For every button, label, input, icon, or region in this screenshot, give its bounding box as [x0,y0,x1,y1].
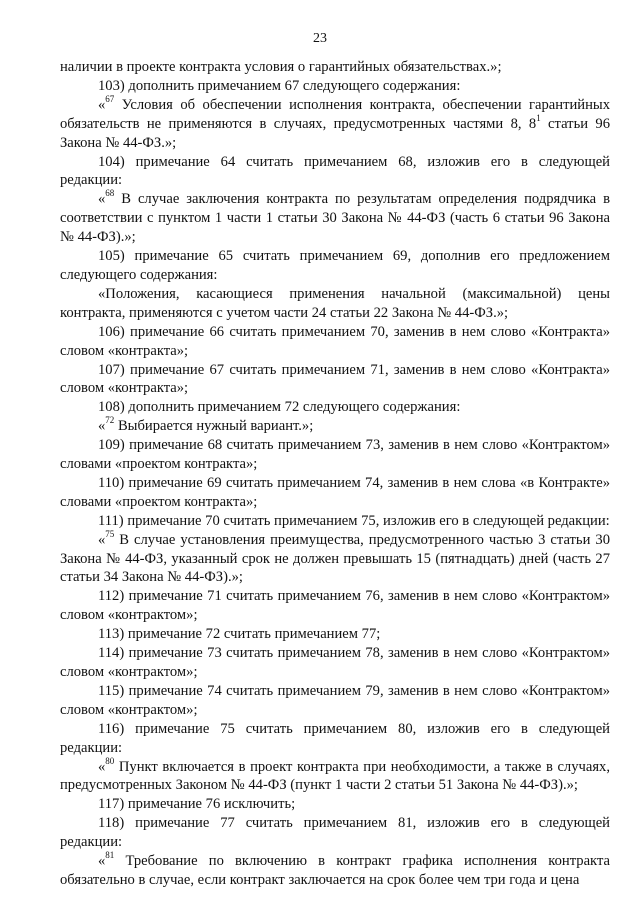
paragraph-text: 108) дополнить примечанием 72 следующего содержания: [98,399,461,416]
paragraph [60,682,610,720]
footnote-marker: 1 [536,112,541,123]
footnote-marker: 72 [105,415,115,426]
paragraph-text: Требование по включению в контракт графика исполнения контракта обязательно в случае, если контракт заключается на срок более чем три года и цена [60,853,610,888]
paragraph [60,852,610,890]
paragraph [60,528,610,588]
paragraph [60,417,610,436]
paragraph-text: 103) дополнить примечанием 67 следующего содержания: [98,77,461,94]
paragraph [60,644,610,682]
footnote-marker: 68 [105,188,115,199]
paragraph-text: 118) примечание 77 считать примечанием 81, изложив его в следующей редакции: [60,815,610,851]
paragraph-text: 112) примечание 71 считать примечанием 76, заменив в нем слово «Контрактом» словом «контрактом»; [60,588,610,624]
paragraph-text: 115) примечание 74 считать примечанием 79, заменив в нем слово «Контрактом» словом «контрактом»; [60,682,610,718]
paragraph-text: 107) примечание 67 считать примечанием 71, заменив в нем слово «Контракта» словом «контракта»; [60,361,610,397]
paragraph-text: 114) примечание 73 считать примечанием 78, заменив в нем слово «Контрактом» словом «контрактом»; [60,645,610,680]
paragraph [60,361,610,399]
footnote-marker: 80 [105,755,115,766]
paragraph [60,323,610,361]
paragraph-text: 117) примечание 76 исключить; [98,796,296,813]
paragraph [60,814,610,852]
paragraph [60,153,610,191]
paragraph-text: « [98,531,106,548]
paragraph-text: « [98,758,106,775]
paragraph [60,755,610,796]
paragraph [60,190,610,247]
page-number: 23 [313,31,327,46]
paragraph [60,58,610,77]
paragraph-text: 106) примечание 66 считать примечанием 70, заменив в нем слово «Контракта» словом «контракта»; [60,323,610,359]
paragraph [60,512,610,531]
paragraph-text: В случае установления преимущества, предусмотренного частью 3 статьи 30 Закона № 44-ФЗ, указанный срок не должен превышать 15 (пятнадцать) дней (часть 27 статьи 34 Закона № 44-ФЗ).»; [60,531,610,586]
document-body [60,58,610,890]
paragraph-text: « [98,418,106,435]
paragraph [60,398,610,417]
paragraph-text: « [98,191,106,208]
paragraph [60,285,610,323]
paragraph-text: статьи 96 Закона № 44-ФЗ.»; [60,115,610,151]
paragraph-text: наличии в проекте контракта условия о гарантийных обязательствах.»; [60,59,502,75]
paragraph-text: Пункт включается в проект контракта при необходимости, а также в случаях, предусмотренных Законом № 44-ФЗ (пункт 1 части 2 статьи 51 Закона № 44-ФЗ).»; [60,758,610,794]
paragraph-text: 104) примечание 64 считать примечанием 68, изложив его в следующей редакции: [60,153,610,189]
paragraph [60,720,610,758]
paragraph [60,436,610,474]
paragraph [60,625,610,644]
paragraph [60,77,610,96]
paragraph [60,474,610,512]
paragraph-text: 111) примечание 70 считать примечанием 75, изложив его в следующей редакции: [98,512,610,529]
paragraph-text: 113) примечание 72 считать примечанием 77; [98,626,381,643]
paragraph-text: 109) примечание 68 считать примечанием 73, заменив в нем слово «Контрактом» словами «проектом контракта»; [60,437,610,473]
paragraph-text: В случае заключения контракта по результатам определения подрядчика в соответствии с пунктом 1 части 1 статьи 30 Закона № 44-ФЗ (часть 6 статьи 96 Закона № 44-ФЗ).»; [60,191,610,246]
paragraph-text: «Положения, касающиеся применения начальной (максимальной) цены контракта, применяются с учетом части 24 статьи 22 Закона № 44-ФЗ.»; [60,285,610,321]
paragraph-text: 110) примечание 69 считать примечанием 74, заменив в нем слова «в Контракте» словами «проектом контракта»; [60,474,610,510]
footnote-marker: 67 [105,93,115,104]
paragraph-text: Условия об обеспечении исполнения контракта, обеспечении гарантийных обязательств не применяются в случаях, предусмотренных частями 8, 8 [60,96,610,132]
footnote-marker: 75 [105,528,115,539]
paragraph-text: « [98,96,106,113]
paragraph-text: 116) примечание 75 считать примечанием 80, изложив его в следующей редакции: [60,720,610,756]
footnote-marker: 81 [105,850,115,861]
paragraph [60,795,610,814]
paragraph [60,247,610,285]
paragraph [60,93,610,153]
paragraph [60,587,610,625]
paragraph-text: « [98,853,106,870]
paragraph-text: 105) примечание 65 считать примечанием 69, дополнив его предложением следующего содержания: [60,248,610,283]
paragraph-text: Выбирается нужный вариант.»; [114,418,314,435]
